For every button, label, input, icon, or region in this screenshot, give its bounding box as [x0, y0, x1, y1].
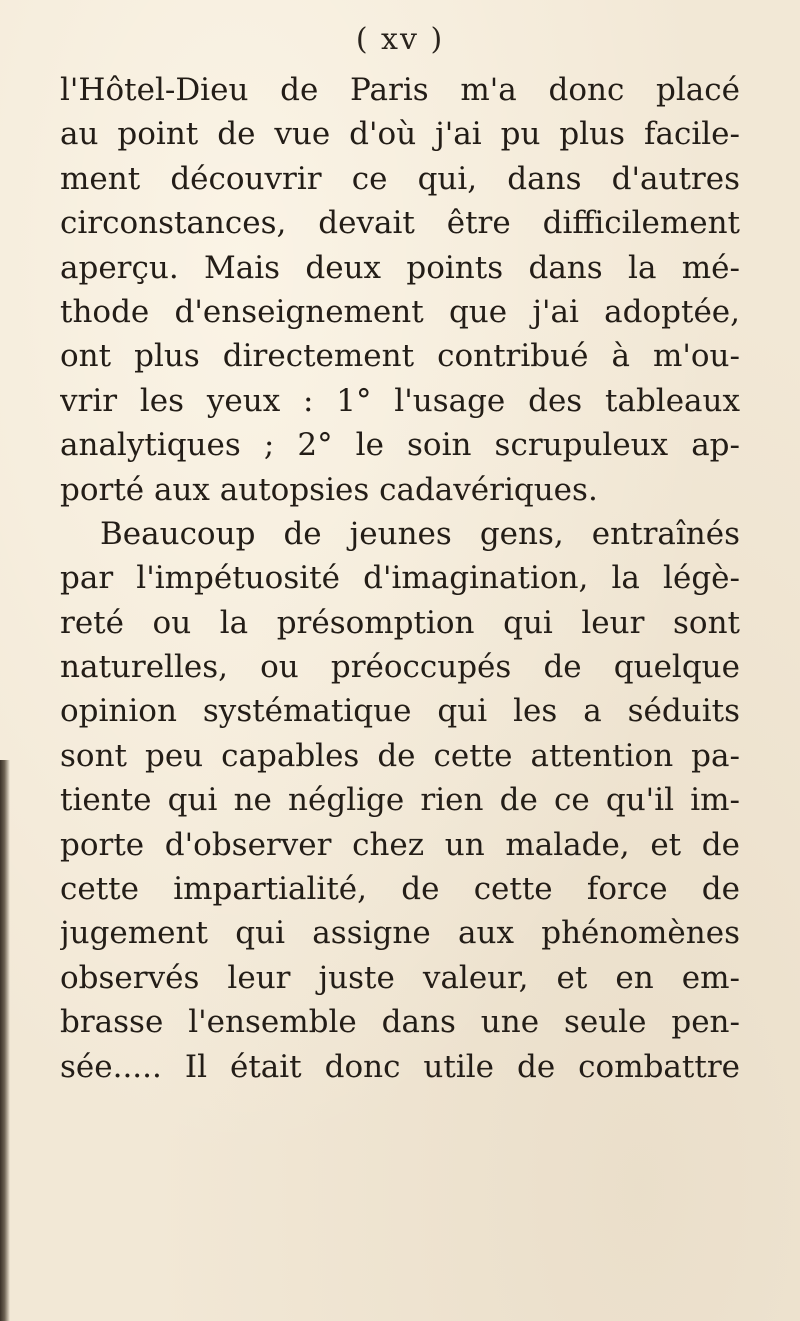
text-line: aperçu. Mais deux points dans la mé- [60, 249, 740, 286]
page-edge-shadow [0, 760, 10, 1321]
text-line: cette impartialité, de cette force de [60, 871, 740, 908]
body-text [60, 68, 740, 1089]
text-line: observés leur juste valeur, et en em- [60, 959, 740, 996]
page-number: ( xv ) [355, 22, 445, 57]
text-line: naturelles, ou préoccupés de quelque [60, 649, 740, 686]
text-line: porte d'observer chez un malade, et de [60, 826, 740, 863]
text-line: au point de vue d'où j'ai pu plus facile- [60, 116, 740, 153]
text-line: reté ou la présomption qui leur sont [60, 604, 740, 641]
text-line: porté aux autopsies cadavériques. [60, 471, 598, 508]
text-line: vrir les yeux : 1° l'usage des tableaux [60, 382, 740, 419]
paragraph-start-line: Beaucoup de jeunes gens, entraînés [100, 515, 740, 552]
text-line: opinion systématique qui les a séduits [60, 693, 740, 730]
text-line: tiente qui ne néglige rien de ce qu'il im- [60, 782, 740, 819]
text-line: thode d'enseignement que j'ai adoptée, [60, 293, 740, 330]
text-line: jugement qui assigne aux phénomènes [60, 915, 740, 952]
text-line: par l'impétuosité d'imagination, la légè- [60, 560, 740, 597]
text-line: l'Hôtel-Dieu de Paris m'a donc placé [60, 72, 740, 108]
text-line: analytiques ; 2° le soin scrupuleux ap- [60, 427, 740, 464]
text-line: ment découvrir ce qui, dans d'autres [60, 160, 740, 197]
text-line: brasse l'ensemble dans une seule pen- [60, 1004, 740, 1041]
text-line: ont plus directement contribué à m'ou- [60, 338, 740, 375]
text-line: sée..... Il était donc utile de combattre [60, 1048, 740, 1085]
text-line: sont peu capables de cette attention pa- [60, 737, 740, 774]
text-line: circonstances, devait être difficilement [60, 205, 740, 242]
